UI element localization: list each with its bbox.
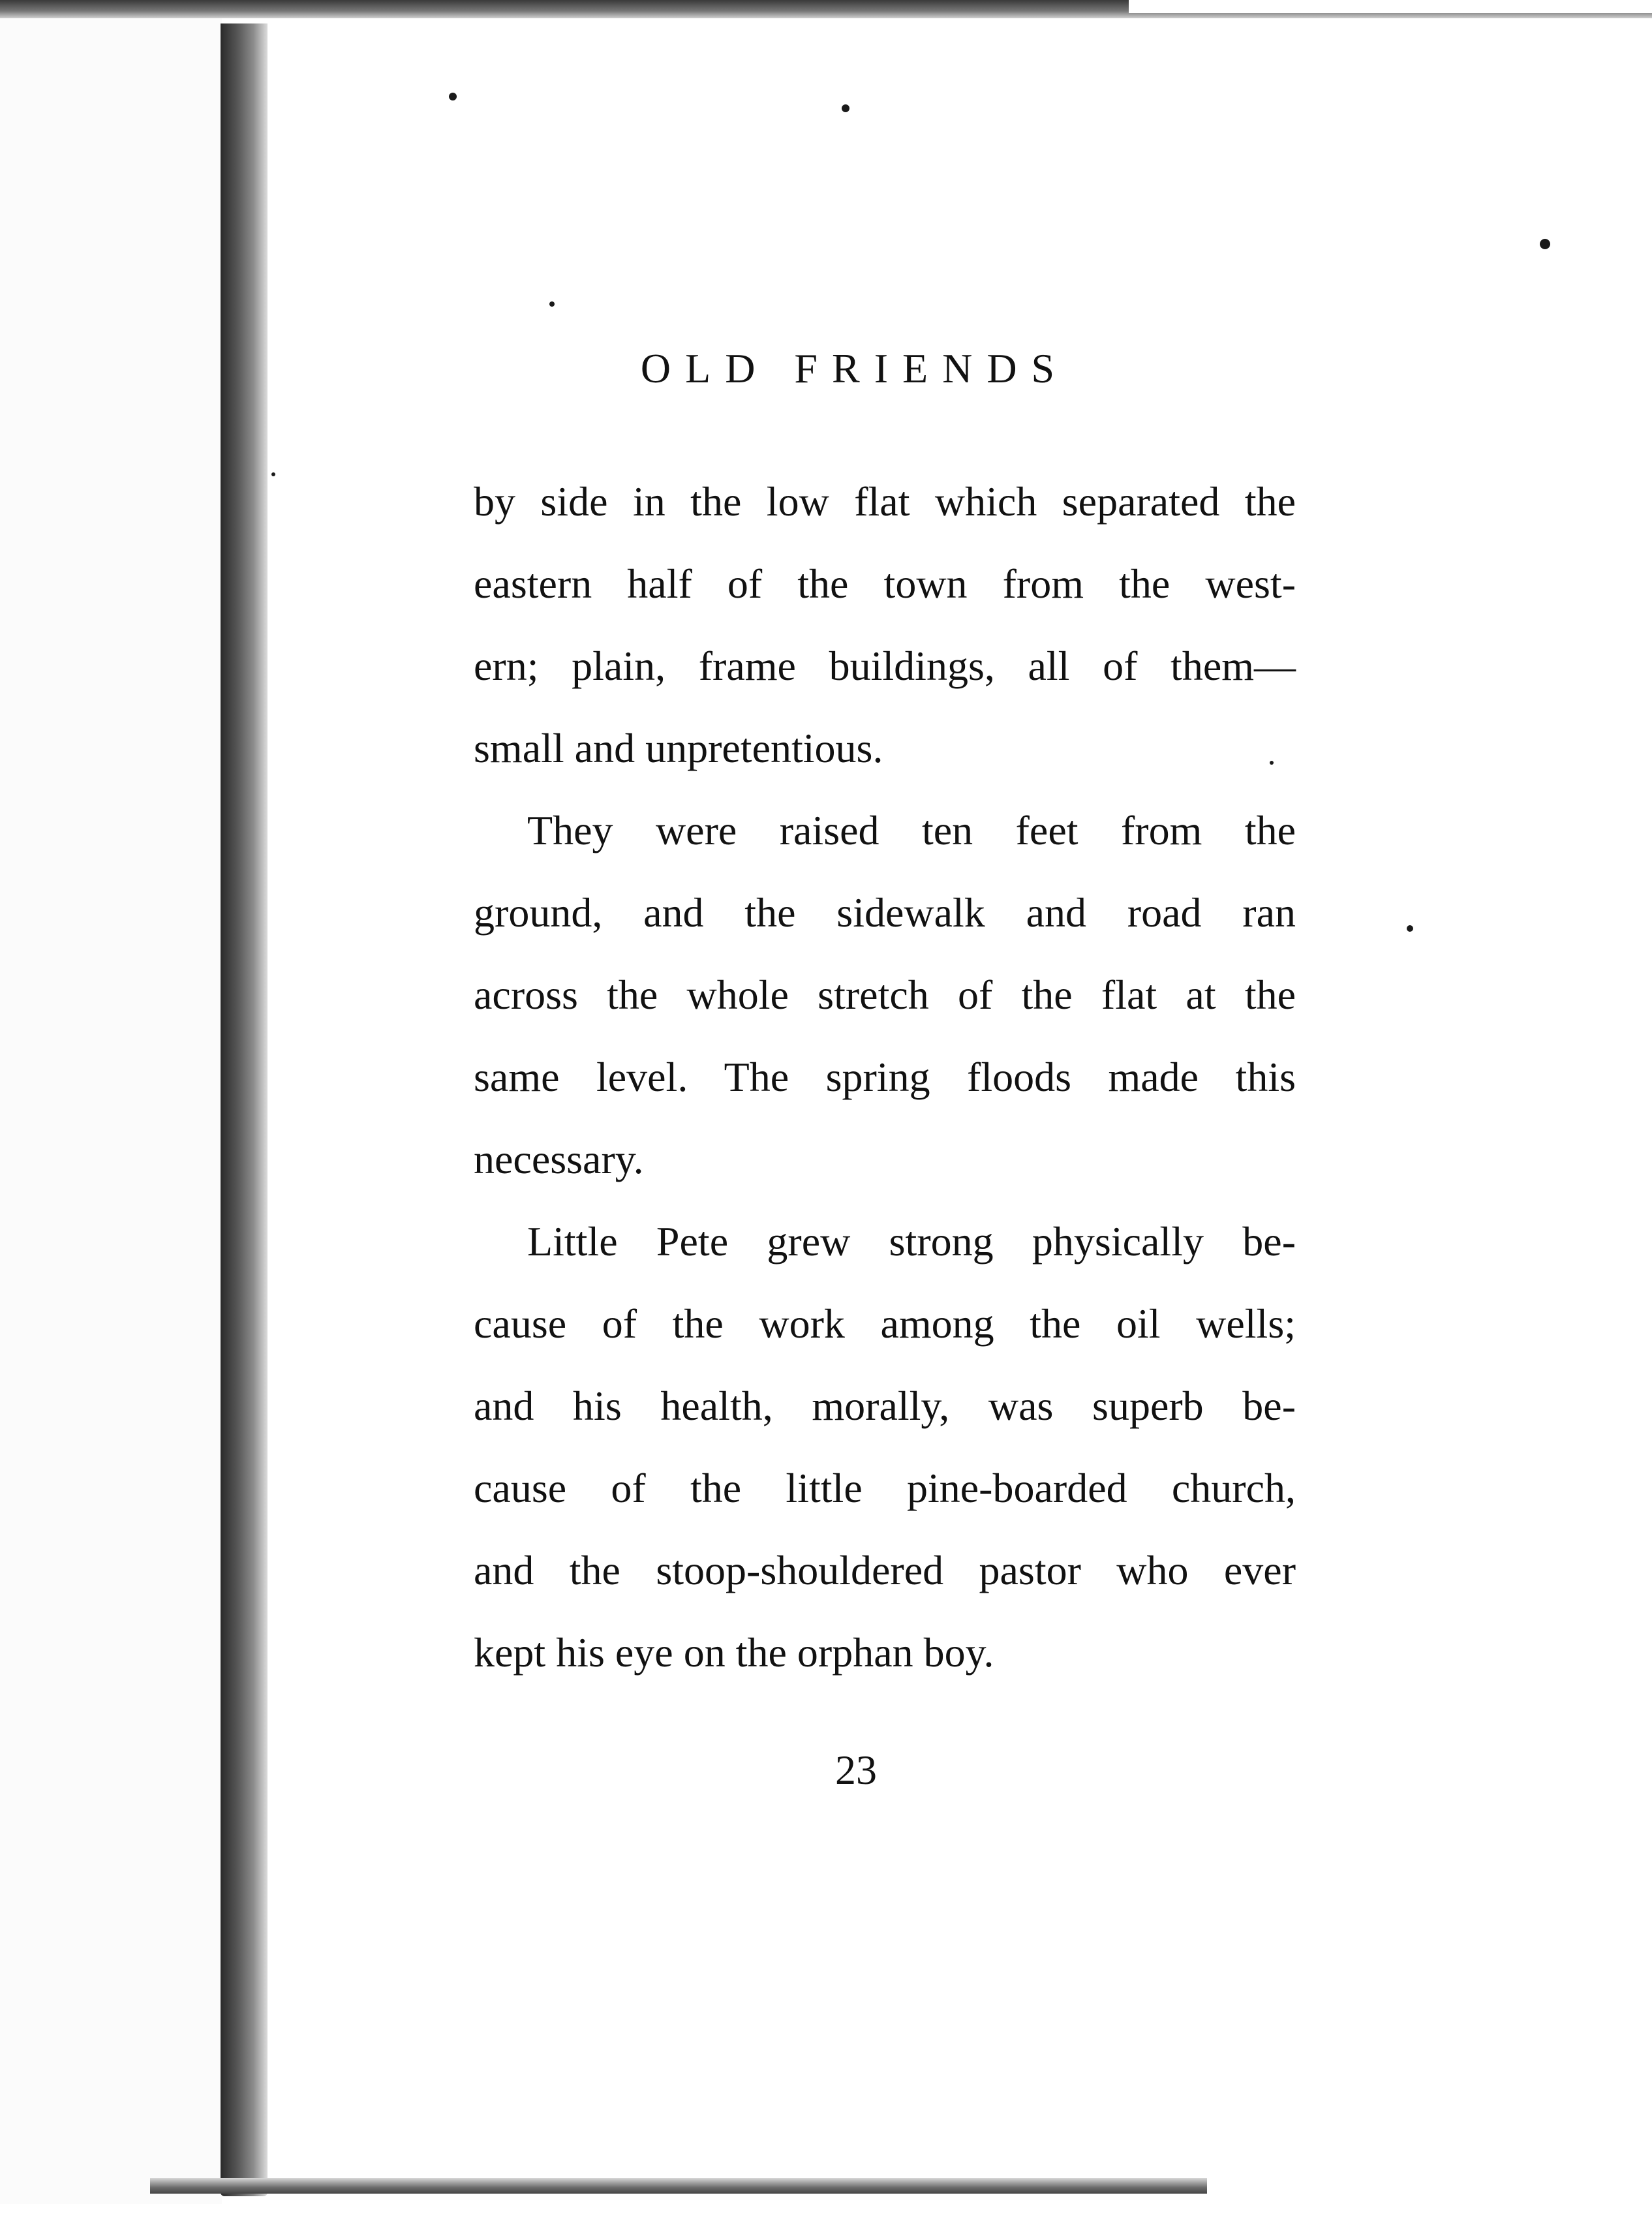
book-page (268, 23, 1652, 2177)
text-line: across the whole stretch of the flat at the (474, 972, 1296, 1018)
paragraph (474, 1201, 1296, 1694)
text-line: cause of the little pine-boarded church, (474, 1465, 1296, 1511)
scan-bottom-border (150, 2178, 1207, 2194)
text-line: necessary. (474, 1136, 644, 1182)
page-number: 23 (835, 1747, 877, 1793)
text-line: and his health, morally, was superb be- (474, 1383, 1296, 1429)
body-text (474, 461, 1296, 1694)
text-line: cause of the work among the oil wells; (474, 1300, 1296, 1347)
paragraph (474, 461, 1296, 789)
running-head: OLD FRIENDS (640, 345, 1069, 391)
text-line: small and unpretentious. (474, 725, 883, 771)
text-line: Little Pete grew strong physically be- (527, 1218, 1296, 1265)
text-line: same level. The spring floods made this (474, 1054, 1296, 1100)
text-line: They were raised ten feet from the (527, 807, 1296, 853)
facing-page-edge (0, 18, 222, 2204)
scan-top-gap (1129, 0, 1652, 13)
text-line: by side in the low flat which separated the (474, 478, 1296, 525)
text-line: and the stoop-shouldered pastor who ever (474, 1547, 1296, 1593)
text-line: eastern half of the town from the west- (474, 560, 1296, 607)
paragraph (474, 789, 1296, 1201)
book-spine-shadow (221, 23, 268, 2196)
text-line: ern; plain, frame buildings, all of them— (474, 643, 1296, 689)
text-line: ground, and the sidewalk and road ran (474, 889, 1296, 936)
scan-bottom-gap (1207, 2183, 1652, 2238)
text-line: kept his eye on the orphan boy. (474, 1629, 994, 1676)
